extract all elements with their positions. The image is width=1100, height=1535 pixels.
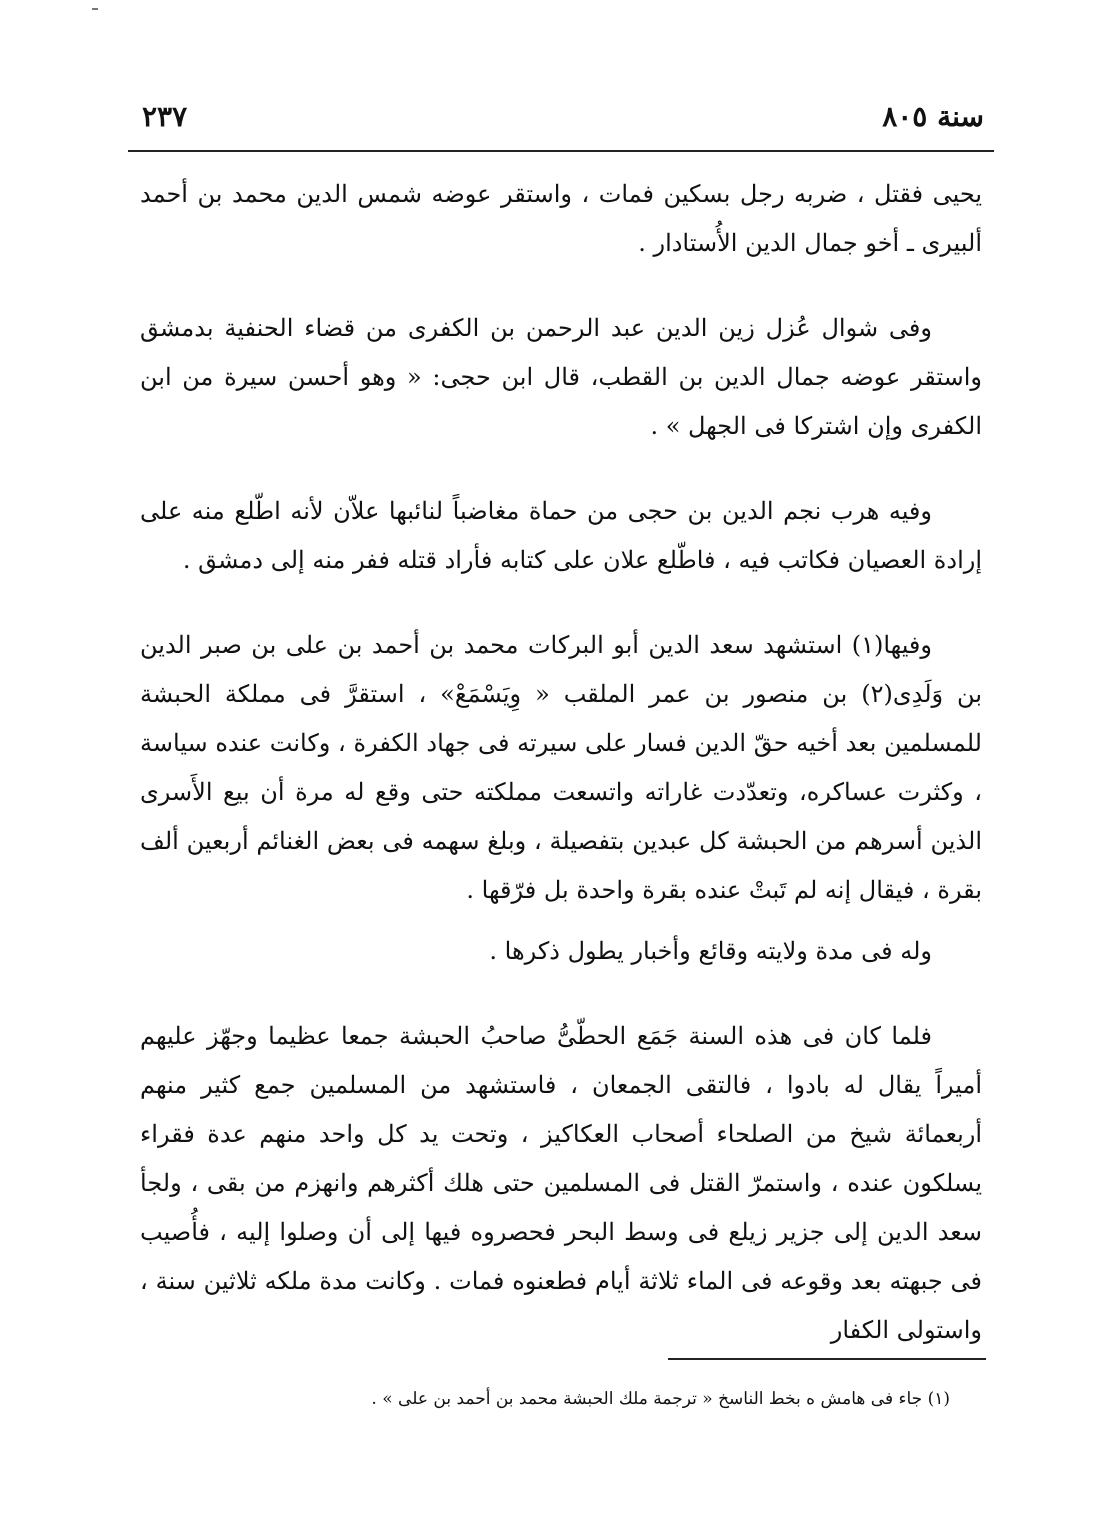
footnote: (١) جاء فى هامش ه بخط الناسخ « ترجمة ملك الحبشة محمد بن أحمد بن على » . bbox=[371, 1389, 950, 1409]
paragraph-1: يحيى فقتل ، ضربه رجل بسكين فمات ، واستقر عوضه شمس الدين محمد بن أحمد ألبيرى ـ أخو جمال الدين الأُستادار . bbox=[140, 180, 983, 257]
paragraph-3: وفيه هرب نجم الدين بن حجى من حماة مغاضباً لنائبها علاّن لأنه اطّلع منه على إرادة العصيان فكاتب فيه ، فاطّلع علان على كتابه فأراد قتله ففر منه إلى دمشق . bbox=[140, 497, 982, 574]
footnote-divider bbox=[668, 1358, 986, 1360]
header-divider bbox=[128, 150, 994, 152]
paragraph-2: وفى شوال عُزل زين الدين عبد الرحمن بن الكفرى من قضاء الحنفية بدمشق واستقر عوضه جمال الدين بن القطب، قال ابن حجى: « وهو أحسن سيرة من ابن الكفرى وإن اشتركا فى الجهل » . bbox=[140, 314, 982, 440]
paragraph-5: وله فى مدة ولايته وقائع وأخبار يطول ذكرها . bbox=[489, 937, 932, 965]
header-year: سنة ٨٠٥ bbox=[882, 100, 984, 133]
scan-speck bbox=[92, 8, 98, 10]
main-text bbox=[140, 170, 982, 1391]
paragraph-4: وفيها(١) استشهد سعد الدين أبو البركات محمد بن أحمد بن على بن صبر الدين بن وَلَدِى(٢) بن منصور بن عمر الملقب « وِيَسْمَعْ» ، استقرَّ فى مملكة الحبشة للمسلمين بعد أخيه حقّ الدين فسار على سيرته فى جهاد الكفرة ، وكانت عنده سياسة ، وكثرت عساكره، وتعدّدت غاراته واتسعت مملكته حتى وقع له مرة أن بيع الأَسرى الذين أسرهم من الحبشة كل عبدين بتفصيلة ، وبلغ سهمه فى بعض الغنائم أربعين ألف بقرة ، فيقال إنه لم تَبتْ عنده بقرة واحدة بل فرّقها . bbox=[140, 631, 982, 904]
running-header bbox=[130, 92, 992, 142]
page-number: ٢٣٧ bbox=[142, 100, 188, 133]
paragraph-6: فلما كان فى هذه السنة جَمَع الحطّىُّ صاحبُ الحبشة جمعا عظيما وجهّز عليهم أميراً يقال له بادوا ، فالتقى الجمعان ، فاستشهد من المسلمين جمع كثير منهم أربعمائة شيخ من الصلحاء أصحاب العكاكيز ، وتحت يد كل واحد منهم عدة فقراء يسلكون عنده ، واستمرّ القتل فى المسلمين حتى هلك أكثرهم وانهزم من بقى ، ولجأ سعد الدين إلى جزير زيلع فى وسط البحر فحصروه فيها إلى أن وصلوا إليه ، فأُصيب فى جبهته بعد وقوعه فى الماء ثلاثة أيام فطعنوه فمات . وكانت مدة ملكه ثلاثين سنة ، واستولى الكفار bbox=[140, 1022, 983, 1344]
